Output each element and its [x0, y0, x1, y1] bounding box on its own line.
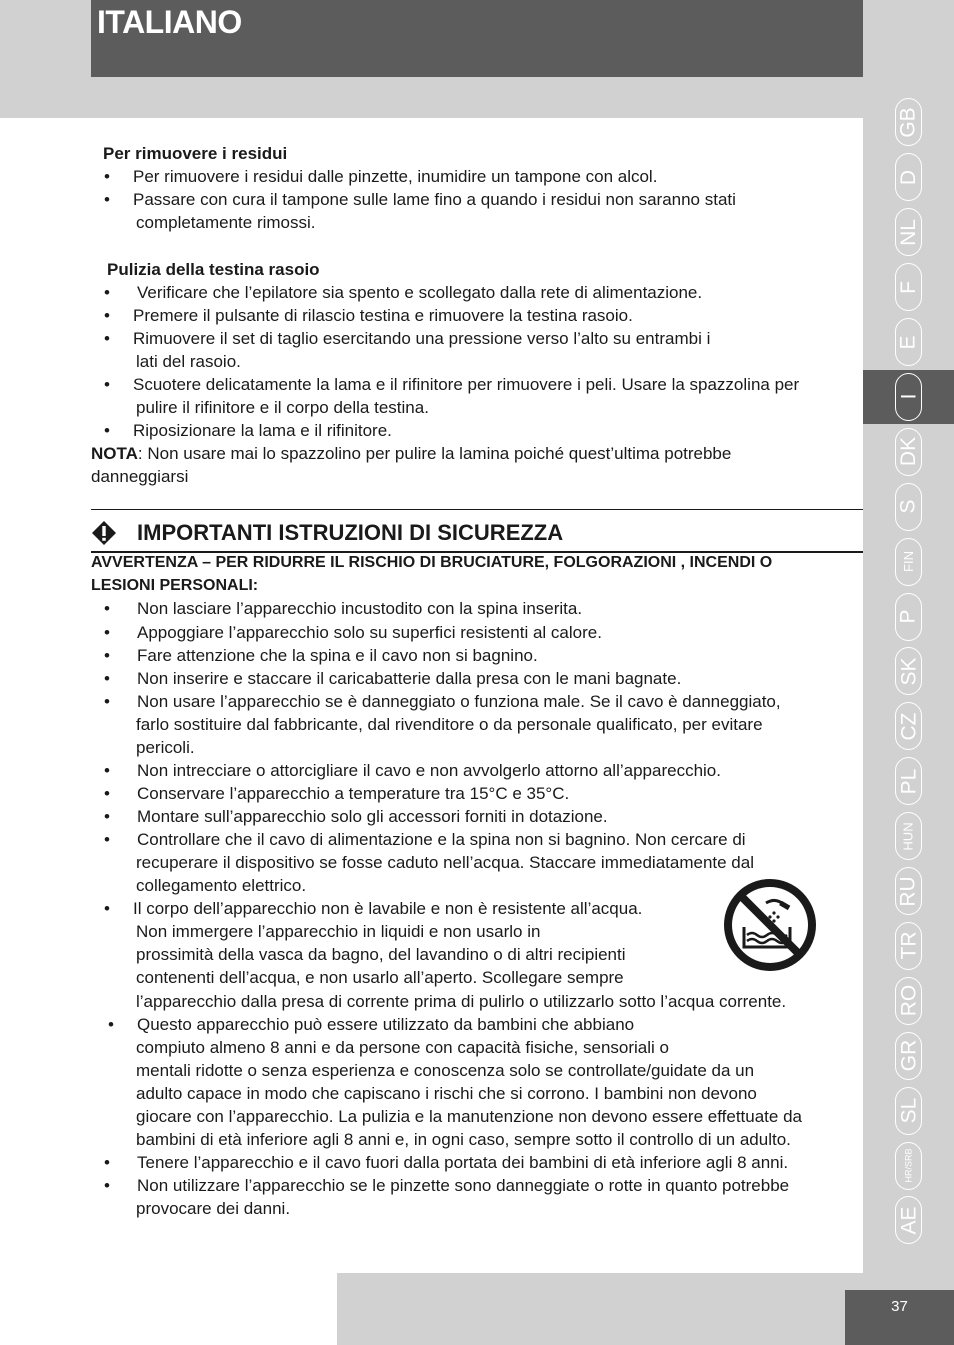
safety-item-12: Tenere l’apparecchio e il cavo fuori dalla portata dei bambini di età inferiore agli 8 anni.	[137, 1153, 789, 1172]
language-tab-badge	[895, 373, 922, 421]
language-tab-badge	[895, 1087, 922, 1135]
bullet-icon: •	[104, 807, 110, 826]
language-tab-badge	[895, 593, 922, 641]
cleaning-bullet-1: Verificare che l’epilatore sia spento e scollegato dalla rete di alimentazione.	[137, 283, 703, 302]
language-tab-fin[interactable]	[863, 534, 954, 589]
language-tab-label: RO	[897, 985, 920, 1017]
language-tab-nl[interactable]	[863, 205, 954, 260]
language-tab-label: F	[896, 280, 920, 294]
language-tab-sk[interactable]	[863, 644, 954, 699]
language-tab-label: RU	[897, 875, 920, 907]
language-tab-badge	[895, 263, 922, 311]
language-tab-dk[interactable]	[863, 424, 954, 479]
language-tab-label: GB	[897, 107, 920, 138]
cleaning-bullet-3: Rimuovere il set di taglio esercitando una pressione verso l’alto su entrambi i	[133, 329, 711, 348]
safety-item-10-cont: prossimità della vasca da bagno, del lavandino o di altri recipienti	[136, 945, 626, 964]
language-tab-label: D	[896, 169, 920, 185]
safety-item-9: Controllare che il cavo di alimentazione e la spina non si bagnino. Non cercare di	[137, 830, 746, 849]
cleaning-note-cont: danneggiarsi	[91, 467, 189, 486]
bullet-icon: •	[104, 784, 110, 803]
warning-text: AVVERTENZA – PER RIDURRE IL RISCHIO DI BRUCIATURE, FOLGORAZIONI , INCENDI O	[91, 554, 773, 571]
safety-item-10: Il corpo dell’apparecchio non è lavabile e non è resistente all’acqua.	[133, 899, 643, 918]
language-tab-badge	[895, 153, 922, 201]
safety-item-10-cont: contenenti dell’acqua, e non usarlo all’aperto. Scollegare sempre	[136, 968, 624, 987]
safety-item-4: Non inserire e staccare il caricabatterie dalla presa con le mani bagnate.	[137, 669, 682, 688]
safety-item-11-cont: mentali ridotte o senza esperienza e conoscenza solo se controllate/guidate da un	[136, 1061, 755, 1080]
language-tab-d[interactable]	[863, 150, 954, 205]
safety-item-3: Fare attenzione che la spina e il cavo non si bagnino.	[137, 646, 538, 665]
language-tab-badge	[895, 208, 922, 256]
warning-text-cont: LESIONI PERSONALI:	[91, 577, 259, 594]
language-tab-badge	[895, 977, 922, 1025]
bullet-icon: •	[104, 599, 110, 618]
safety-title: IMPORTANTI ISTRUZIONI DI SICUREZZA	[137, 520, 564, 545]
safety-item-11: Questo apparecchio può essere utilizzato da bambini che abbiano	[137, 1015, 635, 1034]
language-tab-label: DK	[897, 437, 920, 467]
language-tab-badge	[895, 538, 922, 586]
safety-item-11-cont: bambini di età inferiore agli 8 anni e, in ogni caso, sempre sotto il controllo di un adulto.	[136, 1130, 791, 1149]
residue-bullet-2: Passare con cura il tampone sulle lame fino a quando i residui non saranno stati	[133, 190, 736, 209]
page-number-box	[845, 1290, 954, 1345]
language-tab-badge	[895, 702, 922, 750]
bullet-icon: •	[104, 306, 110, 325]
no-water-icon	[720, 875, 820, 975]
language-tab-label: TR	[897, 931, 920, 960]
safety-item-5-cont: pericoli.	[136, 738, 195, 757]
safety-item-5-cont: farlo sostituire dal fabbricante, dal rivenditore o da personale qualificato, per evitare	[136, 715, 763, 734]
bullet-icon: •	[104, 1153, 110, 1172]
note-label: NOTA	[91, 444, 138, 463]
language-tab-badge	[895, 1032, 922, 1080]
footer-panel	[0, 1273, 337, 1345]
cleaning-bullet-4-cont: pulire il rifinitore e il corpo della testina.	[136, 398, 429, 417]
language-tab-label: CZ	[897, 712, 920, 741]
safety-item-2: Appoggiare l’apparecchio solo su superfici resistenti al calore.	[137, 623, 602, 642]
safety-item-8: Montare sull’apparecchio solo gli accessori forniti in dotazione.	[137, 807, 608, 826]
bullet-icon: •	[104, 167, 110, 186]
bullet-icon: •	[104, 623, 110, 642]
language-tab-pl[interactable]	[863, 754, 954, 809]
bullet-icon: •	[104, 646, 110, 665]
safety-item-7: Conservare l’apparecchio a temperature tra 15°C e 35°C.	[137, 784, 570, 803]
language-tab-label: I	[897, 394, 920, 400]
language-tab-badge	[895, 428, 922, 476]
cleaning-heading: Pulizia della testina rasoio	[107, 260, 320, 279]
language-tab-badge	[895, 318, 922, 366]
warning-icon	[91, 520, 117, 546]
safety-item-11-cont: adulto capace in modo che capiscano i rischi che si corrono. I bambini non devono	[136, 1084, 757, 1103]
language-tab-label: SL	[897, 1097, 920, 1124]
language-tab-label: PL	[897, 768, 920, 795]
cleaning-note	[91, 442, 731, 465]
residue-heading: Per rimuovere i residui	[103, 144, 288, 163]
residue-bullet-2-cont: completamente rimossi.	[136, 213, 316, 232]
language-tab-label: NL	[897, 218, 921, 246]
bullet-icon: •	[104, 375, 110, 394]
safety-item-13: Non utilizzare l’apparecchio se le pinzette sono danneggiate o rotte in quanto potrebbe	[137, 1176, 790, 1195]
page-title: ITALIANO	[97, 4, 242, 40]
safety-item-9-cont: recuperare il dispositivo se fosse caduto nell’acqua. Staccare immediatamente dal	[136, 853, 754, 872]
residue-bullet-1: Per rimuovere i residui dalle pinzette, inumidire un tampone con alcol.	[133, 167, 658, 186]
safety-item-10-cont: Non immergere l’apparecchio in liquidi e non usarlo in	[136, 922, 541, 941]
page-number: 37	[891, 1298, 908, 1315]
language-tab-sl[interactable]	[863, 1083, 954, 1138]
bullet-icon: •	[104, 830, 110, 849]
bullet-icon: •	[104, 761, 110, 780]
language-tab-label: P	[896, 609, 920, 624]
bullet-icon: •	[108, 1015, 114, 1034]
bullet-icon: •	[104, 669, 110, 688]
note-text: : Non usare mai lo spazzolino per pulire la lamina poiché quest’ultima potrebbe	[137, 444, 732, 463]
language-tab-badge	[895, 757, 922, 805]
language-tab-label: SK	[897, 657, 921, 686]
bullet-icon: •	[104, 899, 110, 918]
language-tab-badge	[895, 483, 922, 531]
safety-item-9-cont: collegamento elettrico.	[136, 876, 307, 895]
language-tab-badge	[895, 867, 922, 915]
language-tab-badge	[895, 1142, 922, 1190]
cleaning-bullet-2: Premere il pulsante di rilascio testina e rimuovere la testina rasoio.	[133, 306, 633, 325]
safety-item-1: Non lasciare l’apparecchio incustodito con la spina inserita.	[137, 599, 583, 618]
safety-item-13-cont: provocare dei danni.	[136, 1199, 291, 1218]
bullet-icon: •	[104, 329, 110, 348]
safety-item-5: Non usare l’apparecchio se è danneggiato o funziona male. Se il cavo è danneggiato,	[137, 692, 781, 711]
section-divider-top	[91, 509, 863, 510]
bullet-icon: •	[104, 283, 110, 302]
language-tab-label: E	[896, 335, 920, 350]
language-tab-ru[interactable]	[863, 864, 954, 919]
language-tab-ro[interactable]	[863, 973, 954, 1028]
language-tab-f[interactable]	[863, 260, 954, 315]
bullet-icon: •	[104, 1176, 110, 1195]
language-tab-hr-srb[interactable]	[863, 1138, 954, 1193]
language-tab-label: HUN	[901, 822, 917, 851]
language-tab-i[interactable]	[863, 370, 954, 425]
language-tab-label: GR	[897, 1039, 920, 1072]
header-bar	[91, 0, 863, 77]
language-tab-label: S	[896, 499, 920, 514]
cleaning-bullet-5: Riposizionare la lama e il rifinitore.	[133, 421, 392, 440]
safety-item-11-cont: giocare con l’apparecchio. La pulizia e la manutenzione non devono essere effettuate da	[136, 1107, 802, 1126]
language-tab-hun[interactable]	[863, 809, 954, 864]
bullet-icon: •	[104, 421, 110, 440]
safety-item-11-cont: compiuto almeno 8 anni e da persone con capacità fisiche, sensoriali o	[136, 1038, 669, 1057]
bullet-icon: •	[104, 190, 110, 209]
language-tab-badge	[895, 1196, 922, 1244]
language-tab-tr[interactable]	[863, 919, 954, 974]
language-tab-badge	[895, 647, 922, 695]
language-tab-label: AE	[897, 1206, 921, 1235]
safety-item-6: Non intrecciare o attorcigliare il cavo e non avvolgerlo attorno all’apparecchio.	[137, 761, 721, 780]
language-tab-e[interactable]	[863, 315, 954, 370]
language-tab-ae[interactable]	[863, 1193, 954, 1248]
bullet-icon: •	[104, 692, 110, 711]
language-tab-badge	[895, 922, 922, 970]
language-tab-cz[interactable]	[863, 699, 954, 754]
safety-item-10-cont: l’apparecchio dalla presa di corrente prima di pulirlo o utilizzarlo sotto l’acqua corrente.	[136, 992, 787, 1011]
cleaning-bullet-4: Scuotere delicatamente la lama e il rifinitore per rimuovere i peli. Usare la spazzolina per	[133, 375, 800, 394]
language-tab-badge	[895, 98, 922, 146]
language-tab-label: FIN	[900, 551, 916, 573]
language-tab-label: HR/SRB	[903, 1148, 914, 1183]
cleaning-bullet-3-cont: lati del rasoio.	[136, 352, 241, 371]
language-tab-badge	[895, 812, 922, 860]
language-tab-gb[interactable]	[863, 95, 954, 150]
language-tab-p[interactable]	[863, 589, 954, 644]
language-tab-s[interactable]	[863, 479, 954, 534]
language-tab-gr[interactable]	[863, 1028, 954, 1083]
